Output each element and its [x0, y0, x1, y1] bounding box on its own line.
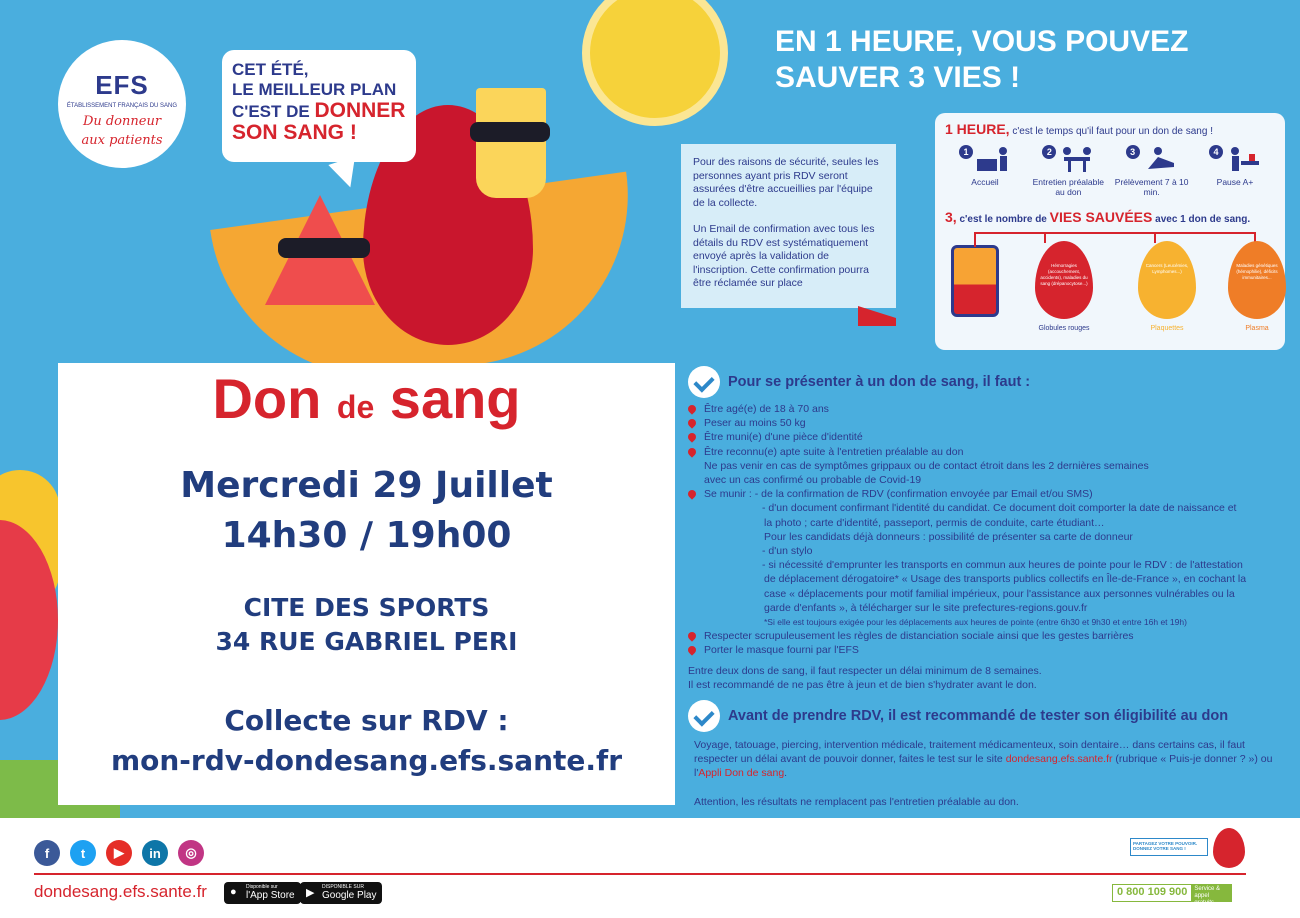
step-interview: [1028, 145, 1108, 197]
step-caption: Accueil: [971, 177, 999, 187]
footer: [0, 818, 1300, 918]
lives-title-mid: c'est le nombre de: [956, 214, 1050, 225]
social-links: [34, 840, 204, 866]
requirement-covid-1: Ne pas venir en cas de symptômes grippaux ou de contact étroit dans les 2 dernières semaines: [704, 459, 1149, 472]
app-store-small: Disponible sur: [246, 884, 278, 890]
title-part-c: sang: [374, 367, 521, 430]
share-slogan: PARTAGEZ VOTRE POUVOIR. DONNEZ VOTRE SANG !: [1130, 838, 1208, 856]
check-icon: [688, 700, 720, 732]
title-part-b: de: [336, 389, 375, 425]
title-part-a: Don: [212, 367, 337, 430]
efs-logo-tagline-1: Du donneur: [82, 114, 162, 129]
eligibility-section: [688, 700, 1288, 809]
requirement-id: Être muni(e) d'une pièce d'identité: [688, 430, 1288, 444]
twitter-icon[interactable]: t: [70, 840, 96, 866]
bubble-line-1: CET ÉTÉ,: [232, 60, 309, 79]
bubble-line-3a: C'EST DE: [232, 102, 315, 121]
bring-line-6: de déplacement dérogatoire* « Usage des transports publics collectifs en Île-de-France », en cochant la: [764, 573, 1247, 586]
bubble-line-3b: DONNER: [314, 99, 406, 122]
efs-logo-mark: EFS: [95, 70, 149, 100]
drop-label-platelets: Plaquettes: [1150, 325, 1184, 332]
bubble-line-3: [232, 100, 406, 122]
requirement-bring: Se munir : - de la confirmation de RDV (confirmation envoyée par Email et/ou SMS): [688, 487, 1288, 501]
bring-line-4: - d'un stylo: [762, 545, 813, 558]
step-caption: Prélèvement 7 à 10 min.: [1114, 177, 1189, 197]
donation-chair-icon: [1144, 145, 1178, 173]
eligibility-link[interactable]: dondesang.efs.sante.fr: [1005, 753, 1113, 766]
interval-note-2: Il est recommandé de ne pas être à jeun et de bien s'hydrater avant le don.: [688, 678, 1037, 691]
drop-text: Hémorragies (accouchement, accidents), maladies du sang (drépanocytose...): [1040, 263, 1088, 286]
headline-line-2: SAUVER 3 VIES !: [775, 61, 1021, 94]
event-address: 34 RUE GABRIEL PERI: [215, 627, 518, 656]
lives-title-big2: VIES SAUVÉES: [1049, 209, 1153, 225]
event-time: 14h30 / 19h00: [221, 515, 512, 556]
google-play-icon: ▶: [306, 887, 315, 899]
requirement-weight: Peser au moins 50 kg: [688, 416, 1288, 430]
blood-components: [945, 229, 1278, 349]
phone-number: 0 800 109 900: [1117, 886, 1188, 898]
step-number: 3: [1126, 145, 1140, 159]
drop-label-red-cells: Globules rouges: [1038, 325, 1090, 332]
linkedin-icon[interactable]: in: [142, 840, 168, 866]
bring-line-8: garde d'enfants », à télécharger sur le site prefectures-regions.gouv.fr: [764, 601, 1088, 614]
check-icon: [688, 366, 720, 398]
juice-glass-character-illustration: [476, 88, 546, 198]
interval-note-1: Entre deux dons de sang, il faut respecter un délai minimum de 8 semaines.: [688, 664, 1042, 677]
bring-line-2: la photo ; carte d'identité, passeport, permis de conduite, carte étudiant…: [764, 516, 1105, 529]
appointment-label: Collecte sur RDV :: [224, 704, 509, 737]
event-card: [58, 363, 675, 805]
interview-icon: [1060, 145, 1094, 173]
bring-line-7: case « déplacements pour motif familial impérieux, pour l'assistance aux personnes vulnérables ou la: [764, 587, 1235, 600]
footer-site-link[interactable]: dondesang.efs.sante.fr: [34, 882, 207, 901]
efs-logo-name: ÉTABLISSEMENT FRANÇAIS DU SANG: [66, 103, 178, 109]
bring-line-1: - d'un document confirmant l'identité du candidat. Ce document doit comporter la date de naissance et: [762, 502, 1237, 515]
requirements-section: [688, 366, 1288, 809]
eligibility-heading: [688, 700, 1288, 732]
drop-label-plasma: Plasma: [1245, 325, 1269, 332]
phone-number-badge[interactable]: [1112, 884, 1232, 906]
bring-line-3: Pour les candidats déjà donneurs : possibilité de présenter sa carte de donneur: [764, 530, 1133, 543]
requirements-list: [688, 402, 1288, 658]
app-store-label: l'App Store: [246, 890, 295, 901]
step-break: [1195, 145, 1275, 197]
requirement-covid-2: avec un cas confirmé ou probable de Covid-19: [704, 474, 922, 487]
interval-note: [688, 664, 1288, 692]
eligibility-body: [688, 738, 1288, 781]
event-location: [58, 591, 675, 659]
eligibility-text-c: .: [784, 767, 788, 780]
efs-logo-tagline-2: aux patients: [81, 133, 163, 148]
instagram-icon[interactable]: ◎: [178, 840, 204, 866]
steps-title-rest: c'est le temps qu'il faut pour un don de sang !: [1009, 126, 1213, 137]
step-number: 1: [959, 145, 973, 159]
plasma-drop-icon: [1228, 241, 1286, 319]
step-number: 2: [1042, 145, 1056, 159]
eligibility-text-b: (rubrique « Puis-je donner ? ») ou l': [694, 753, 1273, 780]
apple-icon: ●: [230, 886, 237, 898]
bring-line-5: - si nécessité d'emprunter les transports en commun aux heures de pointe pour le RDV : de l'attestation: [762, 559, 1243, 572]
efs-logo[interactable]: [58, 40, 186, 168]
snack-break-icon: [1227, 145, 1261, 173]
lives-title: [945, 209, 1275, 225]
step-welcome: [945, 145, 1025, 197]
drop-text: Cancers (Leucémies, Lymphomes...): [1145, 263, 1189, 274]
sunglasses-icon: [470, 122, 550, 142]
event-date-block: [58, 461, 675, 561]
speech-bubble: [222, 50, 416, 162]
requirement-mask: Porter le masque fourni par l'EFS: [688, 643, 1288, 657]
step-caption: Pause A+: [1216, 177, 1254, 187]
bubble-line-2: LE MEILLEUR PLAN: [232, 80, 397, 99]
donation-steps-panel: [935, 113, 1285, 350]
requirement-fit: Être reconnu(e) apte suite à l'entretien préalable au don: [688, 445, 1288, 459]
eligibility-text-a: Voyage, tatouage, piercing, intervention médicale, traitement médicamenteux, soin dentaire… dans certains cas, il faut respecter un délai avant de pouvoir donner, faites le test sur le site: [694, 739, 1245, 766]
app-store-button[interactable]: [224, 882, 301, 904]
steps-title: [945, 121, 1275, 137]
lives-title-big: 3,: [945, 209, 957, 225]
event-date: Mercredi 29 Juillet: [180, 465, 553, 506]
bring-footnote: *Si elle est toujours exigée pour les déplacements aux heures de pointe (entre 6h30 et 9h30 et entre 16h et 19h): [764, 617, 1187, 628]
youtube-icon[interactable]: ▶: [106, 840, 132, 866]
reception-icon: [977, 145, 1011, 173]
footer-divider: [34, 873, 1246, 875]
eligibility-warning: Attention, les résultats ne remplacent pas l'entretien préalable au don.: [694, 795, 1019, 808]
event-title: [58, 367, 675, 439]
google-play-button[interactable]: [300, 882, 382, 904]
step-caption: Entretien préalable au don: [1032, 177, 1104, 197]
note-flag-decoration: [858, 306, 896, 326]
lemon-slice-illustration: [582, 0, 728, 126]
facebook-icon[interactable]: f: [34, 840, 60, 866]
requirement-distancing: Respecter scrupuleusement les règles de distanciation sociale ainsi que les gestes barrières: [688, 629, 1288, 643]
lives-title-rest: avec 1 don de sang.: [1152, 214, 1251, 225]
appointment-link[interactable]: mon-rdv-dondesang.efs.sante.fr: [110, 744, 623, 777]
blood-drop-logo-icon: [1213, 828, 1245, 868]
step-number: 4: [1209, 145, 1223, 159]
security-note: [681, 144, 896, 308]
app-link[interactable]: Appli Don de sang: [698, 767, 785, 780]
event-venue: CITE DES SPORTS: [243, 593, 490, 622]
steps-row: [945, 145, 1275, 197]
sunglasses-icon: [278, 238, 370, 258]
step-collection: [1112, 145, 1192, 197]
security-note-p1: Pour des raisons de sécurité, seules les personnes ayant pris RDV seront assurées d'être accueillies par l'équipe de la collecte.: [693, 156, 879, 209]
requirements-heading: [688, 366, 1288, 398]
connector-lines: [945, 229, 1275, 289]
google-play-small: DISPONIBLE SUR: [322, 884, 364, 890]
security-note-p2: Un Email de confirmation avec tous les détails du RDV est systématiquement envoyé après la validation de l'inscription. Cette confirmation pourra être réclamée sur place: [693, 223, 875, 289]
steps-title-big: 1 HEURE,: [945, 121, 1010, 137]
requirement-age: Être agé(e) de 18 à 70 ans: [688, 402, 1288, 416]
drop-text: Maladies génétiques (hémophilie), déficits immunitaires...: [1236, 263, 1278, 280]
phone-tag: Service & appel gratuits: [1191, 885, 1231, 901]
requirements-heading-text: Pour se présenter à un don de sang, il faut :: [728, 373, 1031, 390]
eligibility-heading-text: Avant de prendre RDV, il est recommandé de tester son éligibilité au don: [728, 707, 1229, 724]
bubble-line-4: SON SANG !: [232, 121, 357, 144]
headline-line-1: EN 1 HEURE, VOUS POUVEZ: [775, 25, 1189, 58]
headline: [775, 24, 1255, 96]
appointment-info: [58, 701, 675, 781]
google-play-label: Google Play: [322, 890, 377, 901]
